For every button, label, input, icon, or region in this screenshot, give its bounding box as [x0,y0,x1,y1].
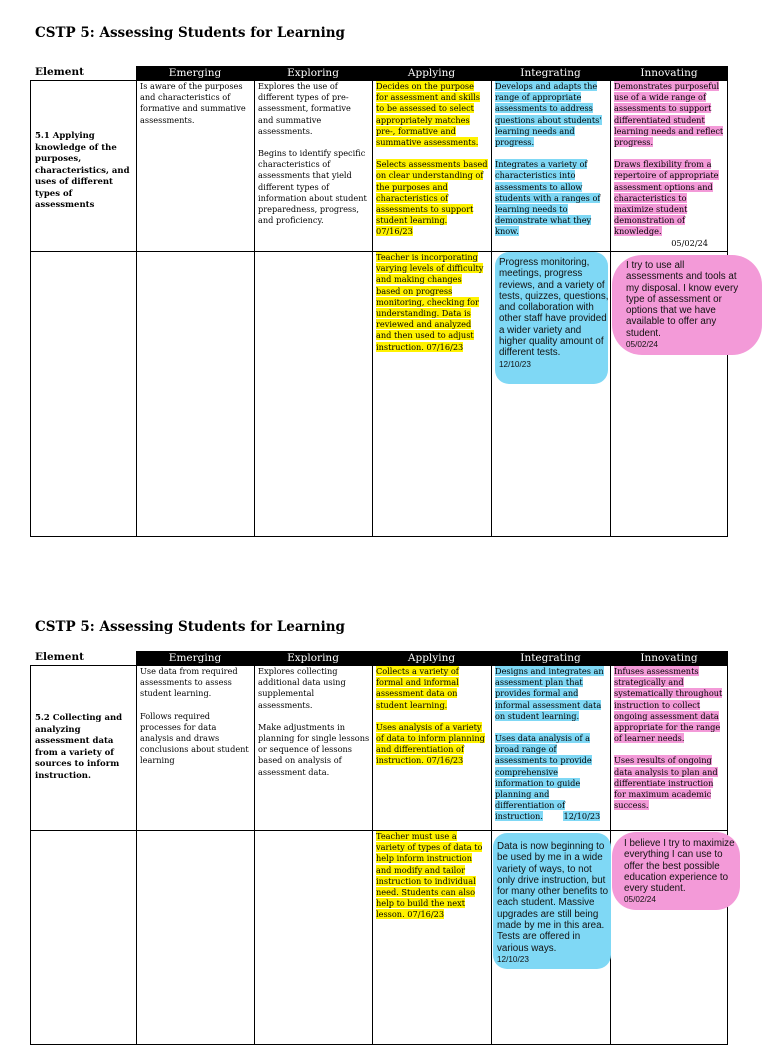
level-header-exploring: Exploring [254,66,372,80]
element-description: 5.1 Applying knowledge of the purposes, characteristics, and uses of different types of assessments [35,131,130,210]
evidence-integrating: Progress monitoring, meetings, progress reviews, and a variety of tests, quizzes, questions, and collaboration with other staff have provided a wider variety and higher quality amount of different tests. 12/10/23 [499,257,609,369]
emerging-descriptor: Is aware of the purposes and characteristics of formative and summative assessments. [140,81,246,125]
level-header-applying: Applying [372,66,491,80]
integrating-descriptor: Designs and integrates an assessment plan that provides formal and informal assessment data on student learning. Uses data analysis of a broad range of assessments to provide comprehensive information to guide planning and differentiation of instruction. 12/10/23 [495,666,604,822]
level-header-emerging: Emerging [136,651,254,665]
level-header-emerging: Emerging [136,66,254,80]
level-header-applying: Applying [372,651,491,665]
exploring-descriptor: Explores the use of different types of pre-assessment, formative and summative assessments. Begins to identify specific characteristics of assessments that yield different types of information about student preparedness, progress, and proficiency. [258,81,367,226]
level-header-integrating: Integrating [491,66,610,80]
level-header-innovating: Innovating [610,66,728,80]
level-header-integrating: Integrating [491,651,610,665]
emerging-descriptor: Use data from required assessments to assess student learning. Follows required processes for data analysis and draws conclusions about student learning [140,666,249,766]
innovating-descriptor: Infuses assessments strategically and systematically throughout instruction to collect ongoing assessment data appropriate for the range of learner needs. Uses results of ongoing data analysis to plan and differentiate instruction for maximum academic success. [614,666,723,811]
evidence-applying: Teacher is incorporating varying levels of difficulty and making changes based on progress monitoring, checking for understanding. Data is reviewed and analyzed and then used to adjust instruction. 07/16/23 [376,252,484,352]
page-title: CSTP 5: Assessing Students for Learning [35,619,345,635]
applying-descriptor: Decides on the purpose for assessment and skills to be assessed to select appropriately matches pre-, formative and summative assessments. Selects assessments based on clear understanding of the purposes and characteristics of assessments to support student learning. 07/16/23 [376,81,488,237]
level-header-innovating: Innovating [610,651,728,665]
evidence-innovating: I believe I try to maximize everything I can use to offer the best possible education experience to every student. 05/02/24 [624,838,735,905]
element-header: Element [35,66,84,78]
page-title: CSTP 5: Assessing Students for Learning [35,25,345,41]
innovating-descriptor: Demonstrates purposeful use of a wide range of assessments to support differentiated student learning needs and reflect progress. Draws flexibility from a repertoire of appropriate assessment options and characteristics to maximize student demonstration of knowledge. 05/02/24 [614,81,724,248]
evidence-innovating: I try to use all assessments and tools at my disposal. I know every type of assessment or options that we have available to offer any student. 05/02/24 [626,260,739,350]
element-header: Element [35,651,84,663]
evidence-integrating: Data is now beginning to be used by me in a wide variety of ways, to not only drive instruction, but for many other benefits to each student. Massive upgrades are still being made by me in this area. Tests are offered in various ways. 12/10/23 [497,841,609,964]
exploring-descriptor: Explores collecting additional data using supplemental assessments. Make adjustments in planning for single lessons or sequence of lessons based on analysis of assessment data. [258,666,370,777]
level-header-exploring: Exploring [254,651,372,665]
integrating-descriptor: Develops and adapts the range of appropriate assessments to address questions about students' learning needs and progress. Integrates a variety of characteristics into assessments to allow students with a ranges of learning needs to demonstrate what they know. [495,81,602,237]
element-description: 5.2 Collecting and analyzing assessment data from a variety of sources to inform instruction. [35,713,123,781]
applying-descriptor: Collects a variety of formal and informal assessment data on student learning. Uses analysis of a variety of data to inform planning and differentiation of instruction. 07/16/23 [376,666,485,766]
evidence-applying: Teacher must use a variety of types of data to help inform instruction and modify and tailor instruction to individual need. Students can also help to build the next lesson. 07/16/23 [376,831,483,920]
